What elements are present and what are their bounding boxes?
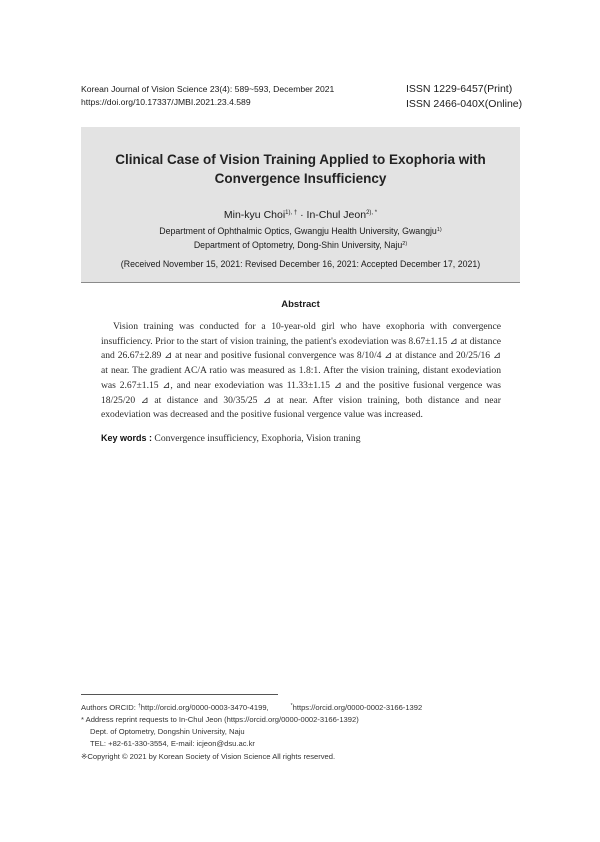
abstract-heading: Abstract	[281, 299, 320, 310]
affiliation-2-text: Department of Optometry, Dong-Shin University, Naju	[193, 240, 403, 250]
footnote-copyright: ※Copyright © 2021 by Korean Society of Vision Science All rights reserved.	[81, 752, 336, 761]
keywords-label: Key words :	[101, 433, 153, 443]
journal-header	[81, 83, 334, 109]
received-dates: (Received November 15, 2021: Revised December 16, 2021: Accepted December 17, 2021)	[120, 259, 481, 269]
affiliation-1-mark: 1)	[436, 227, 442, 233]
affiliation-1-text: Department of Ophthalmic Optics, Gwangju Health University, Gwangju	[159, 226, 437, 236]
keywords	[101, 432, 511, 445]
author-2: In-Chul Jeon	[306, 209, 367, 221]
author-2-marks: 2), *	[366, 210, 378, 216]
keywords-text: Convergence insufficiency, Exophoria, Vision traning	[154, 433, 361, 444]
footnote-orcid	[81, 701, 422, 713]
orcid-2-mark: *	[290, 703, 293, 709]
doi-link[interactable]: https://doi.org/10.17337/JMBI.2021.23.4.589	[81, 97, 251, 107]
author-list	[81, 206, 520, 222]
author-1-marks: 1), †	[285, 210, 298, 216]
orcid-1-mark: †	[137, 703, 141, 709]
orcid-1-link[interactable]: http://orcid.org/0000-0003-3470-4199,	[140, 703, 269, 712]
issn-block	[406, 82, 522, 112]
affiliation-2-mark: 2)	[402, 241, 408, 247]
orcid-label: Authors ORCID:	[81, 703, 138, 712]
author-separator: ·	[297, 209, 307, 221]
affiliation-2	[81, 238, 520, 251]
title-line-1: Clinical Case of Vision Training Applied to Exophoria with	[115, 152, 486, 167]
author-1: Min-kyu Choi	[223, 209, 286, 221]
title-line-2: Convergence Insufficiency	[214, 171, 387, 186]
paper-title	[81, 150, 520, 188]
issn-online: ISSN 2466-040X(Online)	[406, 98, 523, 110]
orcid-2-link[interactable]: https://orcid.org/0000-0002-3166-1392	[292, 703, 423, 712]
footnote-contact: TEL: +82-61-330-3554, E-mail: icjeon@dsu.ac.kr	[90, 739, 255, 748]
footnote-divider	[81, 694, 278, 695]
journal-citation: Korean Journal of Vision Science 23(4): 589~593, December 2021	[81, 84, 335, 94]
abstract-body: Vision training was conducted for a 10-year-old girl who have exophoria with convergence insufficiency. Prior to the start of vision training, the patient's exodeviation was 8.67±1.15 ⊿ at distance and 26.67±2.89 ⊿ at near and positive fusional convergence was 8/10/4 ⊿ at distance and 20/25/16 ⊿ at near. The gradient AC/A ratio was measured as 1.8:1. After the vision training, distant exodeviation was 2.67±1.15 ⊿, and near exodeviation was 11.33±1.15 ⊿ and the positive fusional vergence was 18/25/20 ⊿ at distance and 30/35/25 ⊿ at near. After vision training, both distance and near exodeviation was decreased and the positive fusional vergence value was increased.	[101, 321, 501, 421]
footnote-reprint: * Address reprint requests to In-Chul Jeon (https://orcid.org/0000-0002-3166-1392)	[81, 715, 359, 724]
issn-print: ISSN 1229-6457(Print)	[406, 83, 513, 95]
footnote-dept: Dept. of Optometry, Dongshin University, Naju	[90, 727, 245, 736]
affiliation-1	[81, 224, 520, 237]
